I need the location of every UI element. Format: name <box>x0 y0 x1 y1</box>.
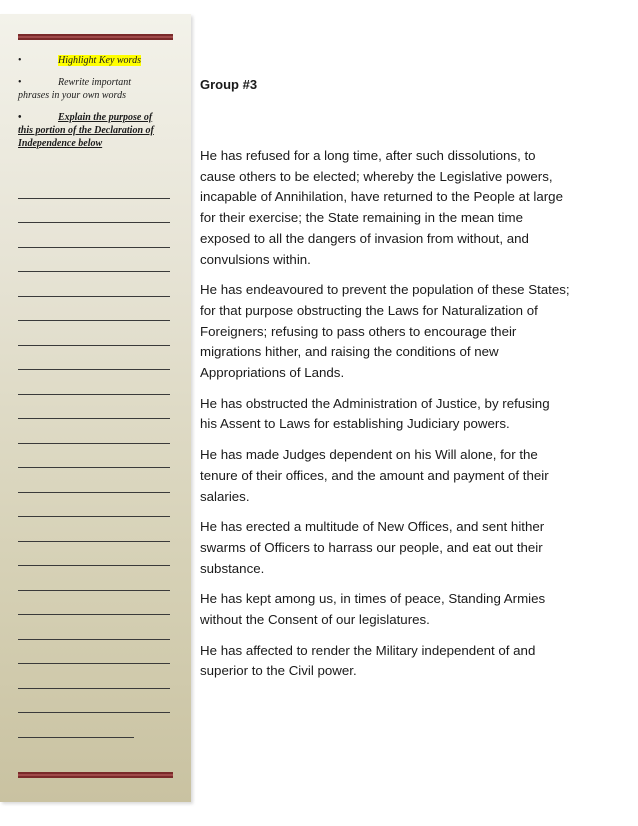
bullet-icon: • <box>18 55 22 66</box>
writing-line[interactable] <box>18 346 170 371</box>
writing-line[interactable] <box>18 444 170 469</box>
grievance-paragraph: He has made Judges dependent on his Will alone, for the tenure of their offices, and the amount and payment of their salaries. <box>200 447 549 504</box>
sidebar-bottom-rule <box>18 772 173 778</box>
instructions-list <box>18 54 168 159</box>
notes-sidebar <box>0 14 191 802</box>
writing-line[interactable] <box>18 395 170 420</box>
writing-line[interactable] <box>18 419 170 444</box>
instruction-text-line1: Explain the purpose of <box>58 112 153 123</box>
writing-line[interactable] <box>18 517 170 542</box>
writing-line[interactable] <box>18 493 170 518</box>
writing-line[interactable] <box>18 174 170 199</box>
grievance-paragraph: He has erected a multitude of New Offices, and sent hither swarms of Officers to harrass our people, and eat out their substance. <box>200 519 545 576</box>
writing-line[interactable] <box>18 689 170 714</box>
instruction-highlight <box>18 54 168 67</box>
grievance-paragraph: He has refused for a long time, after such dissolutions, to cause others to be elected; whereby the Legislative powers, incapable of Annihilation, have returned to the People at large for their exercise; the State remaining in the mean time exposed to all the dangers of invasion from without, and convulsions within. <box>200 148 563 267</box>
page-title: Group #3 <box>200 77 258 92</box>
writing-line[interactable] <box>18 713 134 738</box>
grievance-paragraph: He has obstructed the Administration of Justice, by refusing his Assent to Laws for establishing Judiciary powers. <box>200 395 550 432</box>
writing-line[interactable] <box>18 615 170 640</box>
writing-line[interactable] <box>18 640 170 665</box>
bullet-icon: • <box>18 112 22 123</box>
writing-line[interactable] <box>18 223 170 248</box>
instruction-text-line1: Rewrite important <box>58 77 132 88</box>
writing-lines <box>18 174 170 738</box>
instruction-text-rest: this portion of the Declaration of Independence below <box>18 125 154 149</box>
bullet-icon: • <box>18 77 22 88</box>
grievance-paragraph: He has endeavoured to prevent the population of these States; for that purpose obstructing the Laws for Naturalization of Foreigners; refusing to pass others to encourage their migrations hither, and raising the conditions of new Appropriations of Lands. <box>200 282 570 381</box>
writing-line[interactable] <box>18 591 170 616</box>
instruction-rewrite <box>18 76 168 102</box>
writing-line[interactable] <box>18 542 170 567</box>
writing-line[interactable] <box>18 272 170 297</box>
instruction-explain <box>18 111 168 150</box>
writing-line[interactable] <box>18 321 170 346</box>
main-content <box>200 76 570 692</box>
sidebar-top-rule <box>18 34 173 40</box>
writing-line[interactable] <box>18 297 170 322</box>
writing-line[interactable] <box>18 566 170 591</box>
grievance-paragraph: He has affected to render the Military independent of and superior to the Civil power. <box>200 642 536 679</box>
writing-line[interactable] <box>18 664 170 689</box>
instruction-text-rest: phrases in your own words <box>18 90 126 101</box>
writing-line[interactable] <box>18 248 170 273</box>
writing-line[interactable] <box>18 370 170 395</box>
instruction-text: Highlight Key words <box>58 55 141 66</box>
writing-line[interactable] <box>18 199 170 224</box>
writing-line[interactable] <box>18 468 170 493</box>
grievance-paragraph: He has kept among us, in times of peace, Standing Armies without the Consent of our legislatures. <box>200 591 546 628</box>
